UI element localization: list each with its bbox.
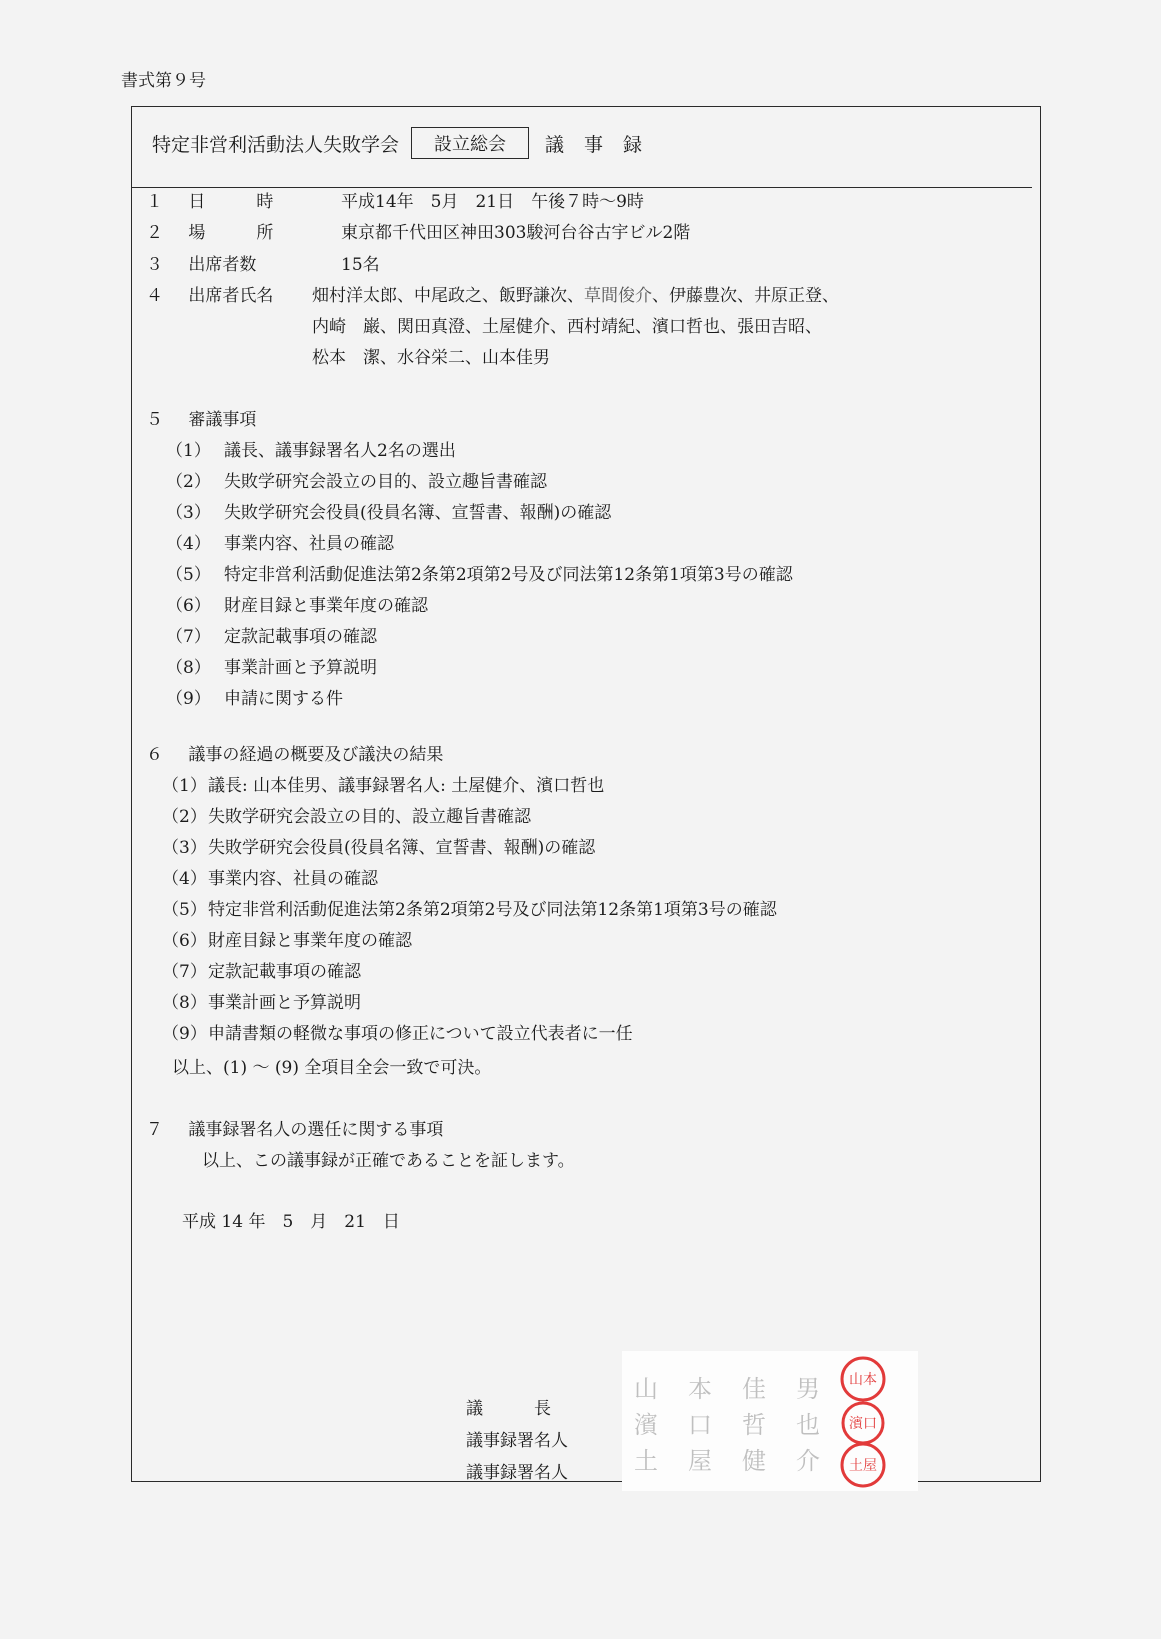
list-item-text: 財産目録と事業年度の確認 — [208, 931, 412, 951]
list-item-text: 申請に関する件 — [224, 689, 343, 709]
signed-date: 平成 14 年 5 月 21 日 — [182, 1212, 400, 1232]
list-item — [162, 802, 531, 827]
section-number: ５ — [146, 410, 163, 430]
section-number: ２ — [146, 223, 163, 243]
list-item-number: （9） — [166, 689, 211, 709]
list-item-number: （1） — [166, 441, 211, 461]
list-item-number: （3） — [162, 838, 207, 858]
list-item — [166, 529, 394, 554]
attendee-count: 15名 — [341, 255, 380, 275]
section-place — [146, 218, 691, 243]
list-item-number: （1） — [162, 776, 207, 796]
list-item-text: 議長: 山本佳男、議事録署名人: 土屋健介、濱口哲也 — [208, 776, 605, 796]
chair-seal-text: 山本 — [849, 1372, 877, 1388]
attendee-names-text: 、伊藤豊次、井原正登、 — [652, 286, 839, 306]
list-item-text: 定款記載事項の確認 — [224, 627, 377, 647]
list-item-number: （6） — [166, 596, 211, 616]
list-item-number: （2） — [162, 807, 207, 827]
list-item — [166, 622, 377, 647]
meeting-date: 平成14年 5月 21日 午後７時～9時 — [341, 192, 644, 212]
list-item — [166, 653, 377, 678]
list-item-text: 特定非営利活動促進法第2条第2項第2号及び同法第12条第1項第3号の確認 — [224, 565, 793, 585]
list-item-text: 事業計画と予算説明 — [208, 993, 361, 1013]
meeting-place: 東京都千代田区神田303駿河台谷古宇ビル2階 — [341, 223, 691, 243]
form-number: 書式第９号 — [121, 71, 206, 91]
list-item-text: 財産目録と事業年度の確認 — [224, 596, 428, 616]
section-number: １ — [146, 192, 163, 212]
list-item-text: 申請書類の軽微な事項の修正について設立代表者に一任 — [208, 1024, 633, 1044]
list-item-text: 失敗学研究会設立の目的、設立趣旨書確認 — [224, 472, 547, 492]
list-item — [166, 436, 456, 461]
signature-labels — [466, 1393, 568, 1489]
organization-name: 特定非営利活動法人失敗学会 — [152, 133, 400, 156]
resolution-conclusion: 以上、(1) ～ (9) 全項目全会一致で可決。 — [172, 1058, 492, 1078]
list-item-number: （6） — [162, 931, 207, 951]
document-title: 議事録 — [545, 133, 663, 156]
attendee-names-text: 畑村洋太郎、中尾政之、飯野謙次、 — [312, 286, 584, 306]
section-number: ７ — [146, 1120, 163, 1140]
list-item — [166, 591, 428, 616]
section-attendee-names — [146, 281, 273, 306]
list-item-text: 事業内容、社員の確認 — [208, 869, 378, 889]
list-item-text: 失敗学研究会設立の目的、設立趣旨書確認 — [208, 807, 531, 827]
meeting-type-box: 設立総会 — [411, 127, 529, 159]
document-header — [152, 127, 662, 159]
section-label: 審議事項 — [188, 410, 257, 430]
list-item-number: （5） — [162, 900, 207, 920]
section-label: 場 所 — [188, 223, 274, 243]
section-label: 議事録署名人の選任に関する事項 — [188, 1120, 444, 1140]
list-item — [162, 988, 361, 1013]
section-label: 日 時 — [188, 192, 274, 212]
list-item-number: （3） — [166, 503, 211, 523]
list-item-number: （7） — [162, 962, 207, 982]
list-item-text: 事業内容、社員の確認 — [224, 534, 394, 554]
list-item-number: （4） — [166, 534, 211, 554]
section-label: 出席者数 — [188, 255, 257, 275]
seal-stamps — [827, 1351, 917, 1491]
section-agenda — [146, 405, 256, 430]
section-label: 議事の経過の概要及び議決の結果 — [188, 745, 444, 765]
list-item-number: （7） — [166, 627, 211, 647]
section-number: ６ — [146, 745, 163, 765]
signer-1-seal-text: 濱口 — [849, 1416, 877, 1432]
section-attendee-count — [146, 250, 380, 275]
section-proceedings — [146, 740, 443, 765]
signer-1-signature: 濱口哲也 — [634, 1411, 850, 1439]
list-item-number: （2） — [166, 472, 211, 492]
chair-label: 議 長 — [466, 1399, 551, 1419]
section-number: ３ — [146, 255, 163, 275]
attendee-name-handwritten: 草間俊介 — [584, 286, 652, 306]
list-item — [162, 771, 604, 796]
chair-signature: 山本佳男 — [634, 1375, 850, 1403]
list-item-text: 議長、議事録署名人2名の選出 — [224, 441, 456, 461]
list-item — [162, 864, 378, 889]
list-item-number: （8） — [162, 993, 207, 1013]
signer-2-label: 議事録署名人 — [466, 1463, 568, 1483]
list-item-text: 失敗学研究会役員(役員名簿、宣誓書、報酬)の確認 — [224, 503, 612, 523]
list-item — [162, 895, 777, 920]
list-item — [162, 1019, 633, 1044]
list-item — [162, 926, 412, 951]
list-item — [162, 957, 361, 982]
attendee-names-line-1 — [312, 281, 839, 306]
list-item-number: （5） — [166, 565, 211, 585]
certification-statement: 以上、この議事録が正確であることを証します。 — [202, 1151, 575, 1171]
section-number: ４ — [146, 286, 163, 306]
list-item — [162, 833, 595, 858]
section-date — [146, 187, 644, 212]
list-item — [166, 684, 343, 709]
list-item-text: 失敗学研究会役員(役員名簿、宣誓書、報酬)の確認 — [208, 838, 596, 858]
attendee-names-line-3: 松本 潔、水谷栄二、山本佳男 — [312, 348, 550, 368]
signer-1-label: 議事録署名人 — [466, 1431, 568, 1451]
list-item-text: 事業計画と予算説明 — [224, 658, 377, 678]
list-item — [166, 467, 547, 492]
list-item — [166, 498, 611, 523]
list-item — [166, 560, 793, 585]
section-signatories — [146, 1115, 443, 1140]
signer-2-seal-text: 土屋 — [849, 1458, 877, 1474]
attendee-names-line-2: 内崎 巌、関田真澄、土屋健介、西村靖紀、濱口哲也、張田吉昭、 — [312, 317, 822, 337]
list-item-text: 定款記載事項の確認 — [208, 962, 361, 982]
list-item-number: （9） — [162, 1024, 207, 1044]
list-item-number: （8） — [166, 658, 211, 678]
section-label: 出席者氏名 — [188, 286, 274, 306]
list-item-number: （4） — [162, 869, 207, 889]
minutes-frame — [131, 106, 1041, 1482]
list-item-text: 特定非営利活動促進法第2条第2項第2号及び同法第12条第1項第3号の確認 — [208, 900, 777, 920]
signer-2-signature: 土屋健介 — [634, 1447, 850, 1475]
